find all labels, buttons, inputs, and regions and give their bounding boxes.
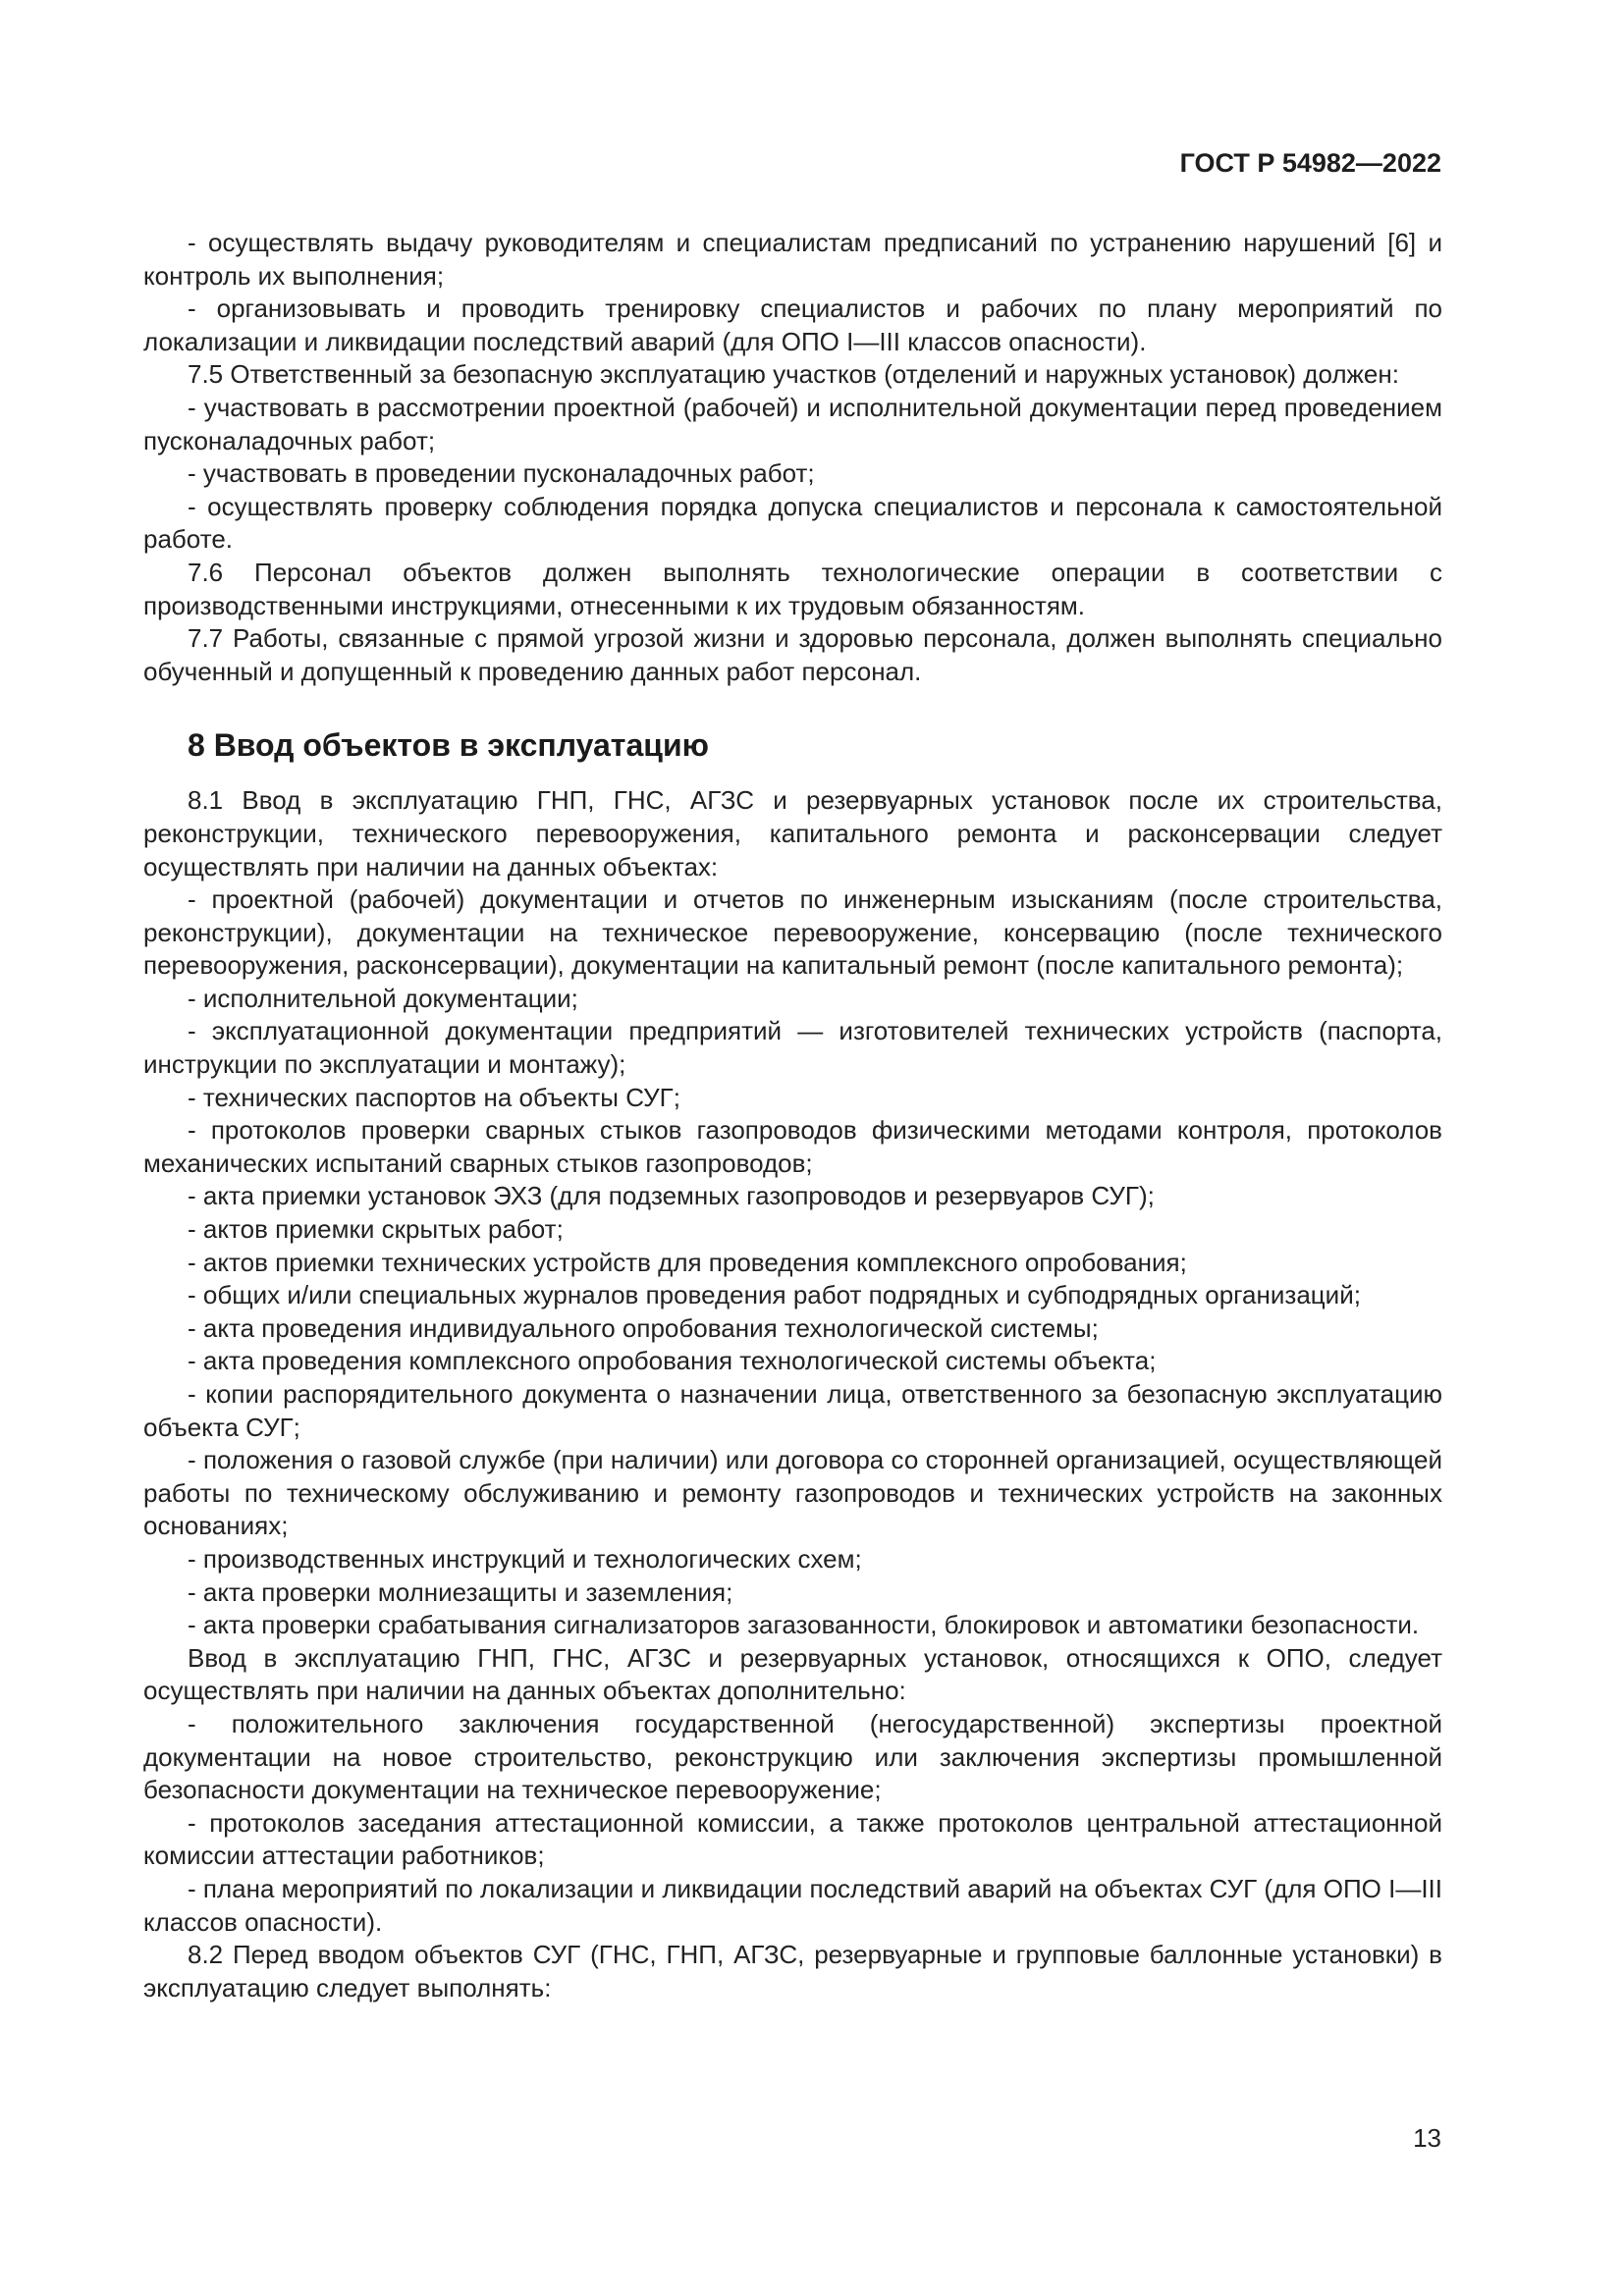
section-heading: 8 Ввод объектов в эксплуатацию (188, 727, 709, 764)
paragraph: - копии распорядительного документа о назначении лица, ответственного за безопасную эксплуатацию объекта СУГ; (143, 1379, 1442, 1442)
paragraph: - протоколов заседания аттестационной комиссии, а также протоколов центральной аттестационной комиссии аттестации работников; (143, 1807, 1442, 1871)
paragraph: 7.6 Персонал объектов должен выполнять технологические операции в соответствии с производственными инструкциями, отнесенными к их трудовым обязанностям. (143, 557, 1442, 620)
paragraph: - исполнительной документации; (188, 983, 578, 1013)
paragraph: - эксплуатационной документации предприятий — изготовителей технических устройств (паспорта, инструкции по эксплуатации и монтажу); (143, 1016, 1442, 1080)
paragraph: - акта проверки срабатывания сигнализаторов загазованности, блокировок и автоматики безопасности. (188, 1610, 1420, 1640)
paragraph: 7.5 Ответственный за безопасную эксплуатацию участков (отделений и наружных установок) должен: (188, 359, 1399, 390)
paragraph: - участвовать в проведении пусконаладочных работ; (188, 458, 815, 489)
paragraph: - организовывать и проводить тренировку специалистов и рабочих по плану мероприятий по локализации и ликвидации последствий аварий (для ОПО I—III классов опасности). (143, 294, 1442, 356)
paragraph: 8.2 Перед вводом объектов СУГ (ГНС, ГНП, АГЗС, резервуарные и групповые баллонные установки) в эксплуатацию следует выполнять: (143, 1940, 1442, 2002)
paragraph: - производственных инструкций и технологических схем; (188, 1543, 862, 1574)
document-header-standard-id: ГОСТ Р 54982—2022 (1179, 148, 1441, 178)
paragraph: - осуществлять проверку соблюдения порядка допуска специалистов и персонала к самостоятельной работе. (143, 491, 1442, 555)
paragraph: - участвовать в рассмотрении проектной (рабочей) и исполнительной документации перед проведением пусконаладочных работ; (143, 392, 1442, 455)
paragraph: - положительного заключения государственной (негосударственной) экспертизы проектной документации на новое строительство, реконструкцию или заключения экспертизы промышленной безопасности документации на техническое перевооружение; (143, 1708, 1442, 1805)
paragraph: - акта приемки установок ЭХЗ (для подземных газопроводов и резервуаров СУГ); (188, 1181, 1155, 1211)
paragraph: - актов приемки скрытых работ; (188, 1214, 564, 1245)
paragraph: Ввод в эксплуатацию ГНП, ГНС, АГЗС и резервуарных установок, относящихся к ОПО, следует осуществлять при наличии на данных объектах дополнительно: (143, 1642, 1442, 1706)
paragraph: 7.7 Работы, связанные с прямой угрозой жизни и здоровью персонала, должен выполнять специально обученный и допущенный к проведению данных работ персонал. (143, 623, 1442, 686)
paragraph: - протоколов проверки сварных стыков газопроводов физическими методами контроля, протоколов механических испытаний сварных стыков газопроводов; (143, 1115, 1442, 1178)
paragraph: - акта проведения индивидуального опробования технологической системы; (188, 1312, 1099, 1343)
paragraph: 8.1 Ввод в эксплуатацию ГНП, ГНС, АГЗС и резервуарных установок после их строительства, реконструкции, технического перевооружения, капитального ремонта и расконсервации следует осуществлять при наличии на данных объектах: (143, 785, 1442, 881)
paragraph: - общих и/или специальных журналов проведения работ подрядных и субподрядных организаций; (188, 1280, 1361, 1310)
document-body (143, 227, 1442, 2004)
paragraph: - акта проведения комплексного опробования технологической системы объекта; (188, 1346, 1157, 1376)
page-number: 13 (1413, 2123, 1441, 2153)
paragraph: - акта проверки молниезащиты и заземления; (188, 1576, 733, 1607)
paragraph: - положения о газовой службе (при наличии) или договора со сторонней организацией, осуществляющей работы по техническому обслуживанию и ремонту газопроводов и технических устройств на законных основаниях; (143, 1445, 1442, 1541)
paragraph: - плана мероприятий по локализации и ликвидации последствий аварий на объектах СУГ (для ОПО I—III классов опасности). (143, 1873, 1442, 1937)
paragraph: - технических паспортов на объекты СУГ; (188, 1082, 680, 1112)
paragraph: - проектной (рабочей) документации и отчетов по инженерным изысканиям (после строительства, реконструкции), документации на техническое перевооружение, консервацию (после технического перевооружения, расконсервации), документации на капитальный ремонт (после капитального ремонта); (143, 884, 1442, 981)
paragraph: - осуществлять выдачу руководителям и специалистам предписаний по устранению нарушений [6] и контроль их выполнения; (143, 228, 1442, 291)
paragraph: - актов приемки технических устройств для проведения комплексного опробования; (188, 1247, 1187, 1277)
